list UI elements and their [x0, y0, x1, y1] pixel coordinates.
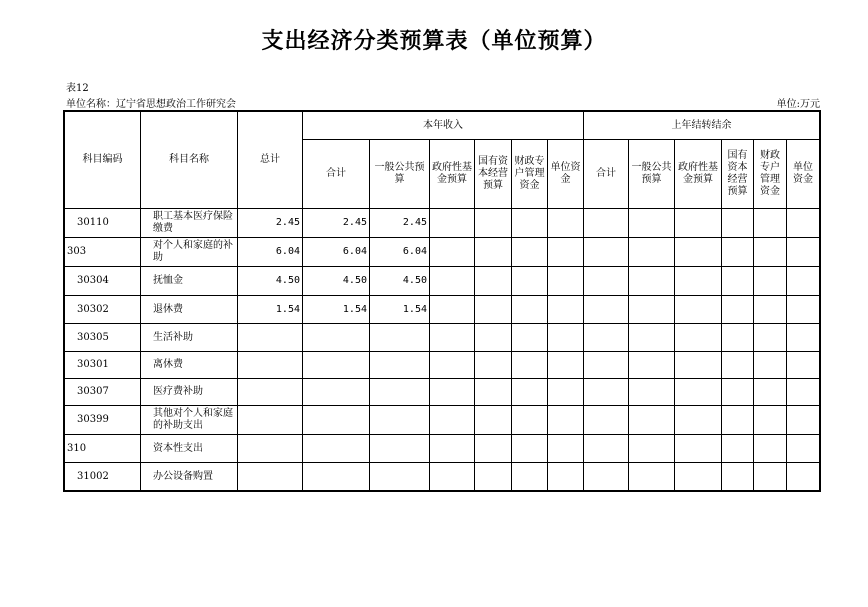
cell-empty: [722, 324, 754, 352]
cell-total: [238, 379, 303, 406]
table-row: [65, 238, 820, 267]
cell-empty: [548, 435, 584, 463]
cell-general: [370, 352, 430, 379]
cell-empty: [430, 238, 475, 267]
cell-empty: [754, 324, 787, 352]
cell-sum: [303, 324, 370, 352]
cell-empty: [475, 463, 512, 491]
cell-empty: [584, 379, 629, 406]
cell-empty: [475, 238, 512, 267]
cell-total: [238, 324, 303, 352]
cell-empty: [548, 324, 584, 352]
cell-empty: [475, 435, 512, 463]
header-fund: 政府性基金预算: [430, 140, 475, 209]
cell-empty: [722, 352, 754, 379]
cell-empty: [512, 379, 548, 406]
cell-empty: [675, 463, 722, 491]
cell-empty: [675, 238, 722, 267]
cell-general: 4.50: [370, 267, 430, 296]
cell-name: 办公设备购置: [141, 463, 238, 491]
cell-name: 离休费: [141, 352, 238, 379]
cell-empty: [430, 406, 475, 435]
unit-name: 单位名称：辽宁省思想政治工作研究会: [66, 99, 236, 110]
cell-empty: [787, 406, 820, 435]
cell-empty: [675, 379, 722, 406]
cell-total: [238, 435, 303, 463]
cell-empty: [629, 435, 675, 463]
cell-empty: [722, 406, 754, 435]
cell-empty: [548, 352, 584, 379]
cell-general: 2.45: [370, 209, 430, 238]
cell-empty: [787, 379, 820, 406]
cell-empty: [548, 463, 584, 491]
cell-empty: [475, 267, 512, 296]
header-ly-sum: 合计: [584, 140, 629, 209]
cell-empty: [584, 267, 629, 296]
cell-empty: [754, 267, 787, 296]
cell-empty: [787, 324, 820, 352]
cell-empty: [548, 406, 584, 435]
cell-total: 4.50: [238, 267, 303, 296]
cell-empty: [675, 296, 722, 324]
cell-general: [370, 324, 430, 352]
cell-empty: [512, 463, 548, 491]
header-current-income: 本年收入: [303, 112, 584, 140]
cell-empty: [512, 267, 548, 296]
cell-empty: [584, 238, 629, 267]
cell-empty: [754, 379, 787, 406]
header-name: 科目名称: [141, 112, 238, 209]
cell-empty: [430, 435, 475, 463]
cell-empty: [430, 324, 475, 352]
header-ly-general: 一般公共预算: [629, 140, 675, 209]
cell-empty: [675, 209, 722, 238]
cell-empty: [475, 209, 512, 238]
cell-empty: [629, 406, 675, 435]
cell-empty: [629, 324, 675, 352]
cell-total: [238, 463, 303, 491]
budget-table: [64, 111, 820, 491]
cell-empty: [787, 238, 820, 267]
table-row: [65, 267, 820, 296]
cell-empty: [629, 238, 675, 267]
header-code: 科目编码: [65, 112, 141, 209]
cell-empty: [584, 435, 629, 463]
cell-sum: [303, 463, 370, 491]
header-ly-unit-funds: 单位资金: [787, 140, 820, 209]
cell-general: [370, 406, 430, 435]
cell-empty: [584, 324, 629, 352]
table-row: [65, 379, 820, 406]
table-row: [65, 352, 820, 379]
cell-empty: [675, 324, 722, 352]
table-row: [65, 406, 820, 435]
cell-empty: [754, 209, 787, 238]
cell-code: 30301: [65, 352, 141, 379]
cell-empty: [754, 463, 787, 491]
cell-total: [238, 352, 303, 379]
cell-empty: [675, 435, 722, 463]
cell-name: 医疗费补助: [141, 379, 238, 406]
cell-code: 303: [65, 238, 141, 267]
cell-empty: [512, 296, 548, 324]
cell-empty: [430, 352, 475, 379]
cell-empty: [629, 463, 675, 491]
cell-empty: [754, 352, 787, 379]
cell-empty: [475, 324, 512, 352]
header-last-year: 上年结转结余: [584, 112, 820, 140]
cell-empty: [584, 463, 629, 491]
cell-name: 资本性支出: [141, 435, 238, 463]
cell-empty: [754, 435, 787, 463]
cell-empty: [787, 352, 820, 379]
cell-empty: [754, 238, 787, 267]
unit-money: 单位:万元: [776, 99, 820, 110]
cell-general: 6.04: [370, 238, 430, 267]
cell-code: 30304: [65, 267, 141, 296]
cell-empty: [512, 352, 548, 379]
cell-empty: [787, 267, 820, 296]
cell-general: [370, 463, 430, 491]
header-ly-fund: 政府性基金预算: [675, 140, 722, 209]
header-ly-fiscal-account: 财政专户管理资金: [754, 140, 787, 209]
header-fiscal-account: 财政专户管理资金: [512, 140, 548, 209]
cell-name: 生活补助: [141, 324, 238, 352]
cell-code: 30110: [65, 209, 141, 238]
cell-empty: [787, 209, 820, 238]
cell-empty: [629, 267, 675, 296]
page-title: 支出经济分类预算表（单位预算）: [261, 29, 607, 54]
cell-empty: [675, 267, 722, 296]
cell-empty: [754, 406, 787, 435]
cell-general: [370, 379, 430, 406]
cell-empty: [430, 267, 475, 296]
header-ly-state-capital: 国有资本经营预算: [722, 140, 754, 209]
cell-empty: [512, 324, 548, 352]
cell-empty: [548, 238, 584, 267]
header-state-capital: 国有资本经营预算: [475, 140, 512, 209]
table-row: [65, 463, 820, 491]
cell-empty: [475, 352, 512, 379]
cell-empty: [629, 352, 675, 379]
cell-general: [370, 435, 430, 463]
cell-empty: [584, 296, 629, 324]
cell-empty: [512, 209, 548, 238]
cell-empty: [512, 238, 548, 267]
cell-sum: 6.04: [303, 238, 370, 267]
cell-sum: 1.54: [303, 296, 370, 324]
cell-empty: [584, 209, 629, 238]
cell-total: 2.45: [238, 209, 303, 238]
cell-empty: [430, 463, 475, 491]
cell-empty: [787, 463, 820, 491]
cell-code: 30399: [65, 406, 141, 435]
cell-name: 职工基本医疗保险缴费: [141, 209, 238, 238]
cell-name: 抚恤金: [141, 267, 238, 296]
cell-empty: [512, 435, 548, 463]
cell-name: 退休费: [141, 296, 238, 324]
cell-empty: [548, 296, 584, 324]
cell-sum: 4.50: [303, 267, 370, 296]
cell-code: 30302: [65, 296, 141, 324]
cell-empty: [475, 406, 512, 435]
cell-sum: 2.45: [303, 209, 370, 238]
cell-empty: [548, 209, 584, 238]
cell-code: 31002: [65, 463, 141, 491]
cell-general: 1.54: [370, 296, 430, 324]
header-sum: 合计: [303, 140, 370, 209]
cell-empty: [548, 379, 584, 406]
cell-empty: [722, 209, 754, 238]
header-general: 一般公共预算: [370, 140, 430, 209]
header-unit-funds: 单位资金: [548, 140, 584, 209]
cell-empty: [629, 296, 675, 324]
cell-total: 6.04: [238, 238, 303, 267]
cell-code: 30305: [65, 324, 141, 352]
cell-empty: [584, 352, 629, 379]
cell-empty: [722, 435, 754, 463]
cell-code: 310: [65, 435, 141, 463]
cell-empty: [722, 463, 754, 491]
cell-empty: [722, 267, 754, 296]
table-row: [65, 296, 820, 324]
cell-empty: [430, 379, 475, 406]
cell-empty: [722, 238, 754, 267]
cell-empty: [584, 406, 629, 435]
cell-empty: [629, 209, 675, 238]
cell-empty: [722, 296, 754, 324]
cell-empty: [754, 296, 787, 324]
header-total: 总计: [238, 112, 303, 209]
cell-empty: [722, 379, 754, 406]
cell-empty: [675, 352, 722, 379]
cell-total: 1.54: [238, 296, 303, 324]
cell-sum: [303, 352, 370, 379]
cell-empty: [675, 406, 722, 435]
table-row: [65, 324, 820, 352]
cell-total: [238, 406, 303, 435]
cell-name: 对个人和家庭的补助: [141, 238, 238, 267]
cell-code: 30307: [65, 379, 141, 406]
cell-empty: [548, 267, 584, 296]
cell-sum: [303, 379, 370, 406]
cell-empty: [430, 209, 475, 238]
table-row: [65, 435, 820, 463]
cell-empty: [787, 296, 820, 324]
cell-empty: [475, 379, 512, 406]
cell-empty: [629, 379, 675, 406]
cell-sum: [303, 435, 370, 463]
cell-sum: [303, 406, 370, 435]
cell-empty: [787, 435, 820, 463]
cell-empty: [475, 296, 512, 324]
table-row: [65, 209, 820, 238]
cell-empty: [430, 296, 475, 324]
cell-empty: [512, 406, 548, 435]
table-number: 表12: [66, 83, 89, 94]
cell-name: 其他对个人和家庭的补助支出: [141, 406, 238, 435]
